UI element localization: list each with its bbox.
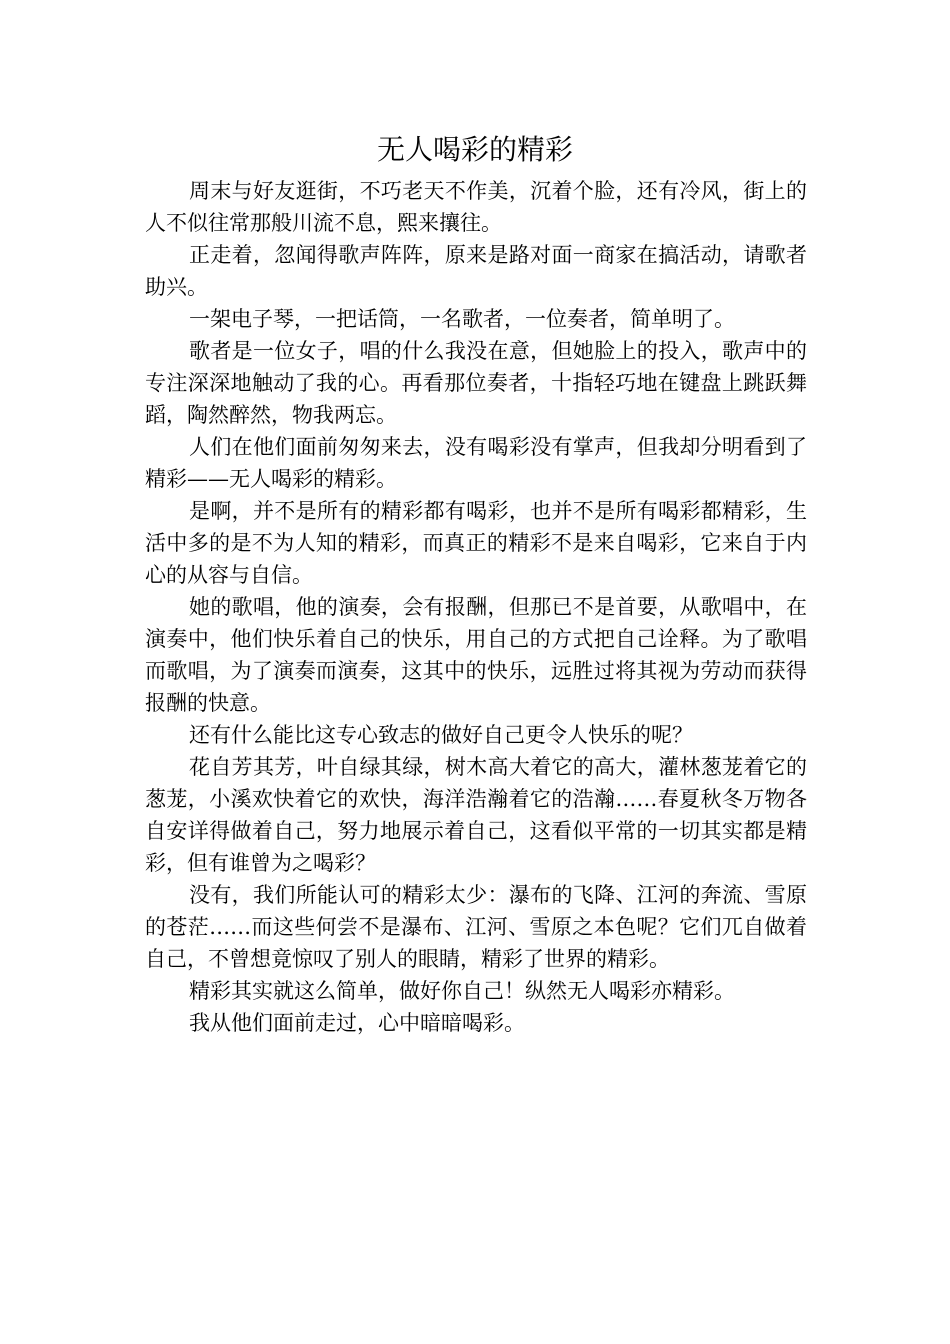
paragraph: 正走着，忽闻得歌声阵阵，原来是路对面一商家在搞活动，请歌者助兴。 xyxy=(145,243,807,299)
paragraph: 人们在他们面前匆匆来去，没有喝彩没有掌声，但我却分明看到了精彩——无人喝彩的精彩。 xyxy=(145,435,807,491)
paragraph: 周末与好友逛街，不巧老天不作美，沉着个脸，还有冷风，街上的人不似往常那般川流不息，熙来攘往。 xyxy=(145,179,807,235)
paragraph: 没有，我们所能认可的精彩太少：瀑布的飞降、江河的奔流、雪原的苍茫……而这些何尝不是瀑布、江河、雪原之本色呢？它们兀自做着自己，不曾想竟惊叹了别人的眼睛，精彩了世界的精彩。 xyxy=(145,883,807,971)
document-title: 无人喝彩的精彩 xyxy=(376,133,573,166)
paragraph: 还有什么能比这专心致志的做好自己更令人快乐的呢？ xyxy=(189,723,693,747)
paragraph: 歌者是一位女子，唱的什么我没在意，但她脸上的投入，歌声中的专注深深地触动了我的心。再看那位奏者，十指轻巧地在键盘上跳跃舞蹈，陶然醉然，物我两忘。 xyxy=(145,339,807,427)
paragraph: 她的歌唱，他的演奏，会有报酬，但那已不是首要，从歌唱中，在演奏中，他们快乐着自己的快乐，用自己的方式把自己诠释。为了歌唱而歌唱，为了演奏而演奏，这其中的快乐，远胜过将其视为劳动而获得报酬的快意。 xyxy=(145,595,807,715)
paragraph: 是啊，并不是所有的精彩都有喝彩，也并不是所有喝彩都精彩，生活中多的是不为人知的精彩，而真正的精彩不是来自喝彩，它来自于内心的从容与自信。 xyxy=(145,499,807,587)
document-body xyxy=(145,175,807,1039)
paragraph: 我从他们面前走过，心中暗暗喝彩。 xyxy=(189,1011,525,1035)
paragraph: 精彩其实就这么简单，做好你自己！纵然无人喝彩亦精彩。 xyxy=(189,979,735,1003)
paragraph: 花自芳其芳，叶自绿其绿，树木高大着它的高大，灌林葱茏着它的葱茏，小溪欢快着它的欢快，海洋浩瀚着它的浩瀚……春夏秋冬万物各自安详得做着自己，努力地展示着自己，这看似平常的一切其实都是精彩，但有谁曾为之喝彩？ xyxy=(145,755,807,875)
paragraph: 一架电子琴，一把话筒，一名歌者，一位奏者，简单明了。 xyxy=(189,307,735,331)
